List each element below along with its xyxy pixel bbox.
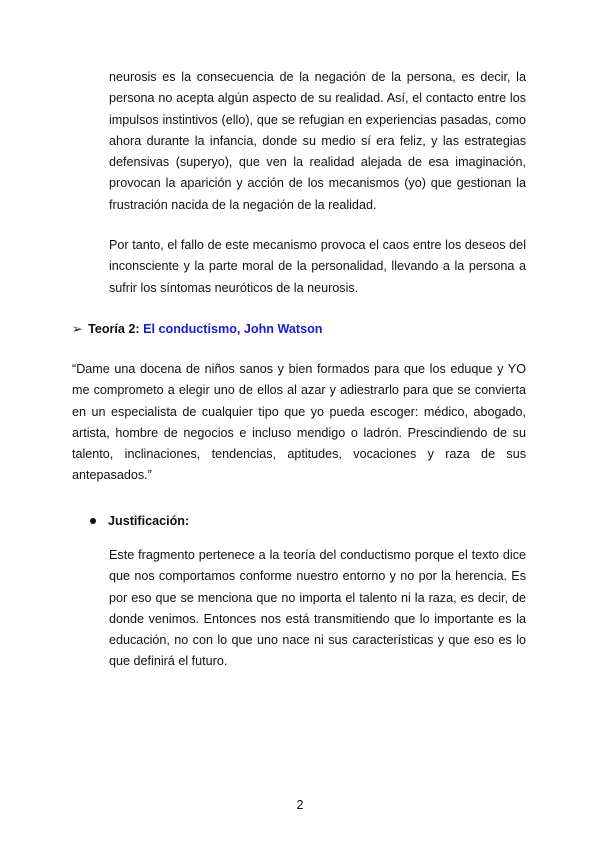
paragraph-conclusion: Por tanto, el fallo de este mecanismo provoca el caos entre los deseos del inconsciente y la parte moral de la personalidad, llevando a la persona a sufrir los síntomas neuróticos de la neurosis.	[109, 238, 526, 295]
arrow-bullet-icon: ➢	[72, 322, 83, 336]
paragraph-neurosis: neurosis es la consecuencia de la negación de la persona, es decir, la persona no acepta algún aspecto de su realidad. Así, el contacto entre los impulsos instintivos (ello), que se refugian en experiencias pasadas, como ahora durante la infancia, donde su medio sí era feliz, y las estrategias defensivas (superyo), que ven la realidad alejada de esa imaginación, provocan la aparición y acción de los mecanismos (yo) que gestionan la frustración nacida de la negación de la realidad.	[109, 70, 526, 212]
page-number: 2	[296, 798, 304, 812]
quote-paragraph: “Dame una docena de niños sanos y bien formados para que los eduque y YO me comprometo a elegir uno de ellos al azar y adiestrarlo para que se convierta en un especialista de cualquier tipo que yo pueda escoger: médico, abogado, artista, hombre de negocios e incluso mendigo o ladrón. Prescindiendo de su talento, inclinaciones, tendencias, aptitudes, vocaciones y raza de sus antepasados.”	[72, 362, 526, 483]
section-heading	[72, 319, 322, 339]
justification-label: Justificación:	[108, 514, 190, 528]
justification-paragraph: Este fragmento pertenece a la teoría del conductismo porque el texto dice que nos comportamos conforme nuestro entorno y no por la herencia. Es por eso que se menciona que no importa el talento ni la raza, es decir, de donde venimos. Entonces nos está transmitiendo que lo importante es la educación, no con lo que uno nace ni sus características y que eso es lo que definirá el futuro.	[109, 548, 526, 669]
bullet-dot-icon	[90, 518, 96, 524]
heading-title-link[interactable]: El conductismo, John Watson	[143, 322, 323, 336]
justification-bullet	[90, 511, 189, 531]
heading-label: Teoría 2:	[88, 322, 140, 336]
